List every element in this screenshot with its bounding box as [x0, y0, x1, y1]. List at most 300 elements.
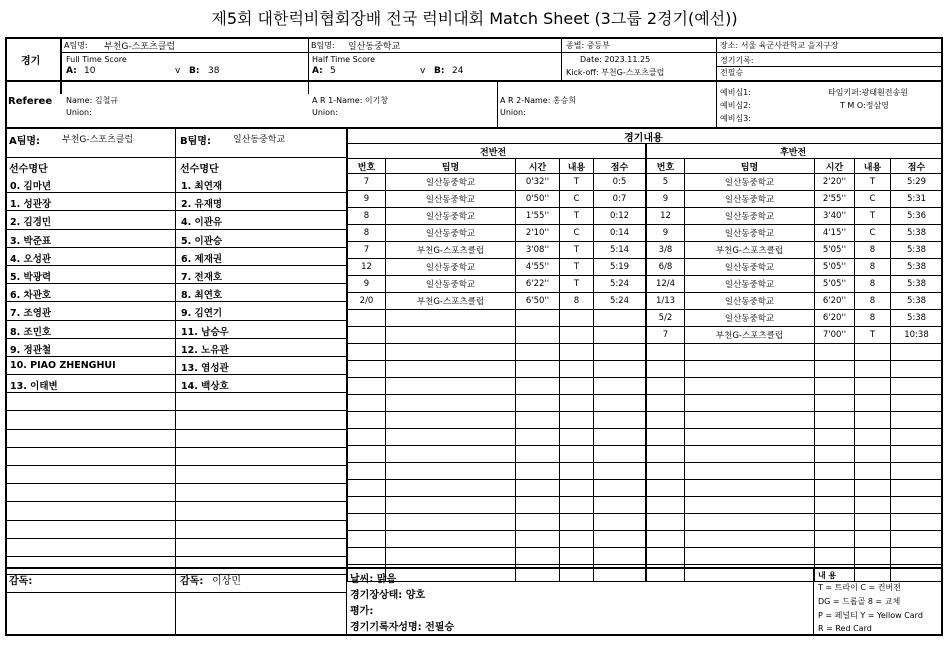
table-row: [647, 395, 943, 412]
table-cell: [685, 395, 815, 412]
table-cell: [594, 429, 646, 446]
player-row: [7, 521, 346, 539]
legend-line-1: T = 트라이 C = 컨버젼: [818, 583, 901, 592]
table-cell: 8: [855, 242, 891, 259]
table-cell: [348, 361, 386, 378]
player-b: 13. 염성관: [181, 362, 229, 374]
table-cell: [815, 514, 855, 531]
player-a: 4. 오성관: [10, 253, 52, 265]
table-cell: 6'22'': [516, 276, 560, 293]
table-cell: 5:36: [891, 208, 943, 225]
table-cell: 9: [348, 276, 386, 293]
table-cell: [560, 378, 594, 395]
table-row: [348, 276, 646, 293]
table-cell: 일산동중학교: [386, 174, 516, 191]
table-row: [647, 446, 943, 463]
table-cell: [348, 378, 386, 395]
table-cell: 1/13: [647, 293, 685, 310]
table-cell: [647, 463, 685, 480]
table-cell: [815, 361, 855, 378]
table-row: [348, 361, 646, 378]
table-row: [348, 429, 646, 446]
table-row: [348, 480, 646, 497]
table-cell: 1'55'': [516, 208, 560, 225]
player-row: [7, 357, 346, 375]
player-row: [7, 175, 346, 193]
team-a-name: 부천G-스포츠클럽: [104, 42, 176, 52]
table-cell: 부천G-스포츠클럽: [386, 242, 516, 259]
reserve-referee-2: 예비심2:: [720, 101, 751, 110]
table-cell: [685, 344, 815, 361]
table-cell: 일산동중학교: [685, 293, 815, 310]
table-cell: 7: [348, 242, 386, 259]
table-cell: 4'55'': [516, 259, 560, 276]
full-a-score: 10: [84, 66, 96, 76]
table-cell: [560, 429, 594, 446]
table-cell: [815, 378, 855, 395]
player-row: [7, 502, 346, 520]
player-a: 3. 박준표: [10, 235, 52, 247]
referee-name: Name: 김철규: [66, 96, 119, 105]
player-b: 11. 남승우: [181, 326, 229, 338]
half-time-label: Half Time Score: [312, 55, 376, 64]
table-cell: 4'15'': [815, 225, 855, 242]
referee-label: Referee: [8, 96, 53, 107]
table-cell: C: [855, 191, 891, 208]
table-cell: T: [855, 208, 891, 225]
table-cell: C: [855, 225, 891, 242]
table-cell: [594, 361, 646, 378]
record-label: 경기기록:: [720, 56, 754, 65]
table-cell: [685, 429, 815, 446]
table-cell: [891, 446, 943, 463]
team-b-name: 일산동중학교: [348, 42, 401, 52]
table-cell: [855, 344, 891, 361]
table-cell: 일산동중학교: [685, 208, 815, 225]
player-row: [7, 484, 346, 502]
table-cell: [855, 429, 891, 446]
table-cell: [891, 361, 943, 378]
table-cell: 5:29: [891, 174, 943, 191]
table-cell: [685, 514, 815, 531]
table-cell: 3/8: [647, 242, 685, 259]
table-cell: [855, 548, 891, 565]
legend-line-2: DG = 드롭골 8 = 교체: [818, 597, 901, 606]
table-row: [647, 310, 943, 327]
team-b-heading-label: B팀명:: [180, 136, 211, 147]
table-cell: [516, 531, 560, 548]
table-row: [348, 208, 646, 225]
table-row: [647, 480, 943, 497]
table-row: [647, 225, 943, 242]
player-a: 6. 차관호: [10, 290, 52, 302]
table-cell: [594, 344, 646, 361]
player-a: 8. 조민호: [10, 326, 52, 338]
table-cell: [560, 344, 594, 361]
reserve-referee-3: 예비심3:: [720, 114, 751, 123]
table-cell: 5:38: [891, 259, 943, 276]
table-row: [348, 191, 646, 208]
table-cell: [594, 446, 646, 463]
table-cell: [685, 446, 815, 463]
table-row: [647, 293, 943, 310]
table-cell: 0:12: [594, 208, 646, 225]
table-row: [647, 242, 943, 259]
reserve-referee-1: 예비심1:: [720, 88, 751, 97]
table-cell: [855, 395, 891, 412]
table-cell: [685, 463, 815, 480]
table-cell: T: [855, 327, 891, 344]
player-b: 9. 김연기: [181, 308, 223, 320]
coach-b-label: 감독:: [180, 576, 204, 587]
table-cell: 8: [348, 208, 386, 225]
table-cell: [891, 429, 943, 446]
table-cell: [348, 463, 386, 480]
table-cell: [594, 327, 646, 344]
half-a-label: A:: [312, 66, 323, 76]
player-b: 2. 유재명: [181, 199, 223, 211]
weather: 날씨: 맑음: [350, 574, 397, 585]
player-a: 0. 김마년: [10, 181, 52, 192]
table-row: [647, 429, 943, 446]
table-cell: 7: [348, 174, 386, 191]
table-cell: [594, 463, 646, 480]
table-cell: [855, 378, 891, 395]
second-half-table: [646, 158, 943, 582]
table-row: [647, 548, 943, 565]
table-cell: [386, 344, 516, 361]
table-cell: [815, 480, 855, 497]
table-cell: [348, 497, 386, 514]
table-cell: [386, 327, 516, 344]
table-cell: 5:38: [891, 276, 943, 293]
table-cell: [516, 412, 560, 429]
table-row: [647, 378, 943, 395]
full-vs: v: [175, 66, 181, 76]
table-cell: 3'08'': [516, 242, 560, 259]
half-vs: v: [420, 66, 426, 76]
table-row: [348, 446, 646, 463]
table-row: [348, 344, 646, 361]
table-cell: [594, 412, 646, 429]
table-cell: [386, 361, 516, 378]
table-row: [348, 531, 646, 548]
table-cell: [516, 497, 560, 514]
table-cell: 2'10'': [516, 225, 560, 242]
table-row: [647, 412, 943, 429]
table-cell: 5: [647, 174, 685, 191]
table-cell: [386, 412, 516, 429]
referee-union: Union:: [66, 108, 92, 117]
table-cell: 부천G-스포츠클럽: [685, 242, 815, 259]
ar2-name: A R 2-Name: 홍승희: [500, 96, 577, 105]
table-cell: T: [560, 259, 594, 276]
table-cell: [815, 395, 855, 412]
player-row: [7, 375, 346, 393]
table-row: [348, 327, 646, 344]
table-cell: 5'05'': [815, 276, 855, 293]
table-cell: 5:31: [891, 191, 943, 208]
table-row: [647, 327, 943, 344]
table-cell: [560, 480, 594, 497]
table-cell: [891, 497, 943, 514]
table-cell: [516, 429, 560, 446]
table-cell: [815, 463, 855, 480]
player-row: [7, 430, 346, 448]
table-cell: [647, 412, 685, 429]
table-cell: [685, 412, 815, 429]
table-cell: T: [560, 242, 594, 259]
table-cell: [855, 497, 891, 514]
table-row: [647, 259, 943, 276]
first-half-label: 전반전: [480, 148, 507, 158]
table-cell: [386, 395, 516, 412]
table-cell: 0:5: [594, 174, 646, 191]
ar1-name: A R 1-Name: 이기창: [312, 96, 389, 105]
table-cell: [348, 395, 386, 412]
table-cell: [594, 395, 646, 412]
col-team: 팀명: [685, 159, 815, 174]
table-cell: [386, 514, 516, 531]
player-b: 6. 제재권: [181, 253, 223, 265]
table-cell: [594, 531, 646, 548]
table-cell: 8: [348, 225, 386, 242]
table-cell: [560, 531, 594, 548]
half-b-label: B:: [434, 66, 445, 76]
table-cell: 부천G-스포츠클럽: [386, 293, 516, 310]
table-row: [348, 497, 646, 514]
table-cell: [685, 480, 815, 497]
table-cell: [386, 480, 516, 497]
table-cell: [516, 361, 560, 378]
player-a: 9. 정관철: [10, 344, 52, 356]
table-cell: [348, 514, 386, 531]
team-b-roster-label: 선수명단: [180, 164, 219, 175]
table-cell: [815, 548, 855, 565]
player-row: [7, 230, 346, 248]
table-cell: [348, 531, 386, 548]
player-row: [7, 284, 346, 302]
table-row: [647, 497, 943, 514]
player-b: 12. 노유관: [181, 344, 229, 356]
full-a-label: A:: [66, 66, 77, 76]
team-a-heading-label: A팀명:: [9, 136, 41, 147]
table-row: [348, 310, 646, 327]
table-cell: [815, 497, 855, 514]
table-cell: [855, 361, 891, 378]
player-row: [7, 321, 346, 339]
table-cell: T: [560, 174, 594, 191]
table-cell: [386, 497, 516, 514]
table-cell: [855, 412, 891, 429]
table-row: [647, 361, 943, 378]
table-cell: [647, 548, 685, 565]
table-cell: 0'50'': [516, 191, 560, 208]
col-score: 점수: [594, 159, 646, 174]
legend-title: 내 용: [818, 571, 837, 580]
table-cell: [815, 412, 855, 429]
table-row: [348, 395, 646, 412]
player-list: [7, 175, 346, 593]
table-cell: [348, 412, 386, 429]
record-value: 전필승: [720, 68, 744, 77]
kickoff: Kick-off: 부천G-스포츠클럽: [566, 68, 665, 77]
table-cell: [647, 361, 685, 378]
table-cell: [560, 395, 594, 412]
legend-line-3: P = 페널티 Y = Yellow Card: [818, 611, 923, 620]
player-a: 10. PIAO ZHENGHUI: [10, 359, 116, 371]
evaluation: 평가:: [350, 606, 374, 617]
ground-condition: 경기장상태: 양호: [350, 590, 426, 601]
team-b-label: B팀명:: [311, 41, 335, 50]
team-a-heading-name: 부천G-스포츠클럽: [62, 135, 134, 145]
table-cell: 5:14: [594, 242, 646, 259]
table-cell: [386, 378, 516, 395]
col-time: 시간: [516, 159, 560, 174]
table-cell: [516, 480, 560, 497]
table-cell: 일산동중학교: [386, 225, 516, 242]
table-cell: [560, 446, 594, 463]
table-cell: 5'05'': [815, 259, 855, 276]
table-cell: [516, 378, 560, 395]
table-cell: [348, 446, 386, 463]
table-cell: T: [855, 174, 891, 191]
table-cell: [386, 429, 516, 446]
player-b: 7. 전재호: [181, 271, 223, 283]
col-type: 내용: [855, 159, 891, 174]
half-a-score: 5: [330, 66, 336, 76]
col-type: 내용: [560, 159, 594, 174]
table-cell: T: [560, 276, 594, 293]
table-cell: [855, 480, 891, 497]
half-b-score: 24: [452, 66, 464, 76]
table-row: [348, 225, 646, 242]
table-cell: 2'20'': [815, 174, 855, 191]
tmo: T M O:정삼영: [840, 101, 889, 110]
table-cell: [386, 463, 516, 480]
table-cell: 5:19: [594, 259, 646, 276]
table-cell: [685, 497, 815, 514]
full-time-label: Full Time Score: [66, 55, 127, 64]
table-cell: [891, 548, 943, 565]
player-row: [7, 448, 346, 466]
table-cell: [855, 514, 891, 531]
table-row: [647, 191, 943, 208]
table-cell: 10:38: [891, 327, 943, 344]
table-cell: [891, 514, 943, 531]
table-cell: [516, 395, 560, 412]
table-row: [348, 378, 646, 395]
table-cell: [891, 480, 943, 497]
table-row: [647, 344, 943, 361]
table-cell: C: [560, 225, 594, 242]
table-cell: 일산동중학교: [386, 191, 516, 208]
table-cell: [348, 480, 386, 497]
game-content-label: 경기내용: [624, 133, 663, 144]
table-cell: [516, 446, 560, 463]
table-row: [647, 208, 943, 225]
table-cell: [516, 344, 560, 361]
player-row: [7, 466, 346, 484]
table-cell: [594, 310, 646, 327]
player-row: [7, 211, 346, 229]
table-cell: [560, 463, 594, 480]
table-cell: 9: [348, 191, 386, 208]
table-cell: [516, 310, 560, 327]
table-cell: 5:38: [891, 242, 943, 259]
table-row: [348, 514, 646, 531]
table-cell: [647, 429, 685, 446]
table-cell: [855, 463, 891, 480]
table-cell: [647, 378, 685, 395]
table-row: [348, 412, 646, 429]
table-cell: [594, 548, 646, 565]
table-cell: [685, 531, 815, 548]
table-cell: [516, 327, 560, 344]
table-cell: 8: [855, 310, 891, 327]
table-cell: 5:38: [891, 225, 943, 242]
full-b-label: B:: [189, 66, 200, 76]
full-b-score: 38: [208, 66, 220, 76]
table-cell: [386, 446, 516, 463]
category: 종별: 중등부: [566, 41, 610, 50]
table-row: [647, 463, 943, 480]
player-row: [7, 266, 346, 284]
col-time: 시간: [815, 159, 855, 174]
table-cell: [647, 514, 685, 531]
table-cell: 일산동중학교: [685, 259, 815, 276]
table-cell: [516, 548, 560, 565]
table-cell: 3'40'': [815, 208, 855, 225]
table-cell: [516, 514, 560, 531]
player-row: [7, 339, 346, 357]
table-cell: 일산동중학교: [685, 191, 815, 208]
table-cell: 0:7: [594, 191, 646, 208]
table-cell: 일산동중학교: [685, 276, 815, 293]
timekeeper: 타임키퍼:광태훤전송원: [828, 88, 908, 97]
table-cell: [647, 531, 685, 548]
table-cell: [647, 344, 685, 361]
table-cell: 일산동중학교: [685, 310, 815, 327]
table-cell: [386, 310, 516, 327]
table-cell: [815, 429, 855, 446]
table-cell: [560, 310, 594, 327]
table-cell: 9: [647, 191, 685, 208]
table-cell: 0'32'': [516, 174, 560, 191]
table-cell: [855, 531, 891, 548]
col-score: 점수: [891, 159, 943, 174]
team-a-label: A팀명:: [64, 41, 88, 50]
table-cell: [560, 497, 594, 514]
table-cell: [348, 310, 386, 327]
table-cell: 2'55'': [815, 191, 855, 208]
table-cell: [386, 531, 516, 548]
player-b: 5. 이관승: [181, 235, 223, 247]
table-cell: [560, 514, 594, 531]
table-row: [647, 531, 943, 548]
table-cell: 일산동중학교: [386, 208, 516, 225]
team-a-roster-label: 선수명단: [9, 164, 48, 175]
player-a: 7. 조영관: [10, 308, 52, 320]
table-row: [348, 463, 646, 480]
col-no: 번호: [647, 159, 685, 174]
player-a: 2. 김경민: [10, 217, 52, 229]
second-half-label: 후반전: [780, 148, 807, 158]
table-cell: [647, 446, 685, 463]
table-cell: 6/8: [647, 259, 685, 276]
table-cell: 6'20'': [815, 310, 855, 327]
table-cell: [348, 344, 386, 361]
